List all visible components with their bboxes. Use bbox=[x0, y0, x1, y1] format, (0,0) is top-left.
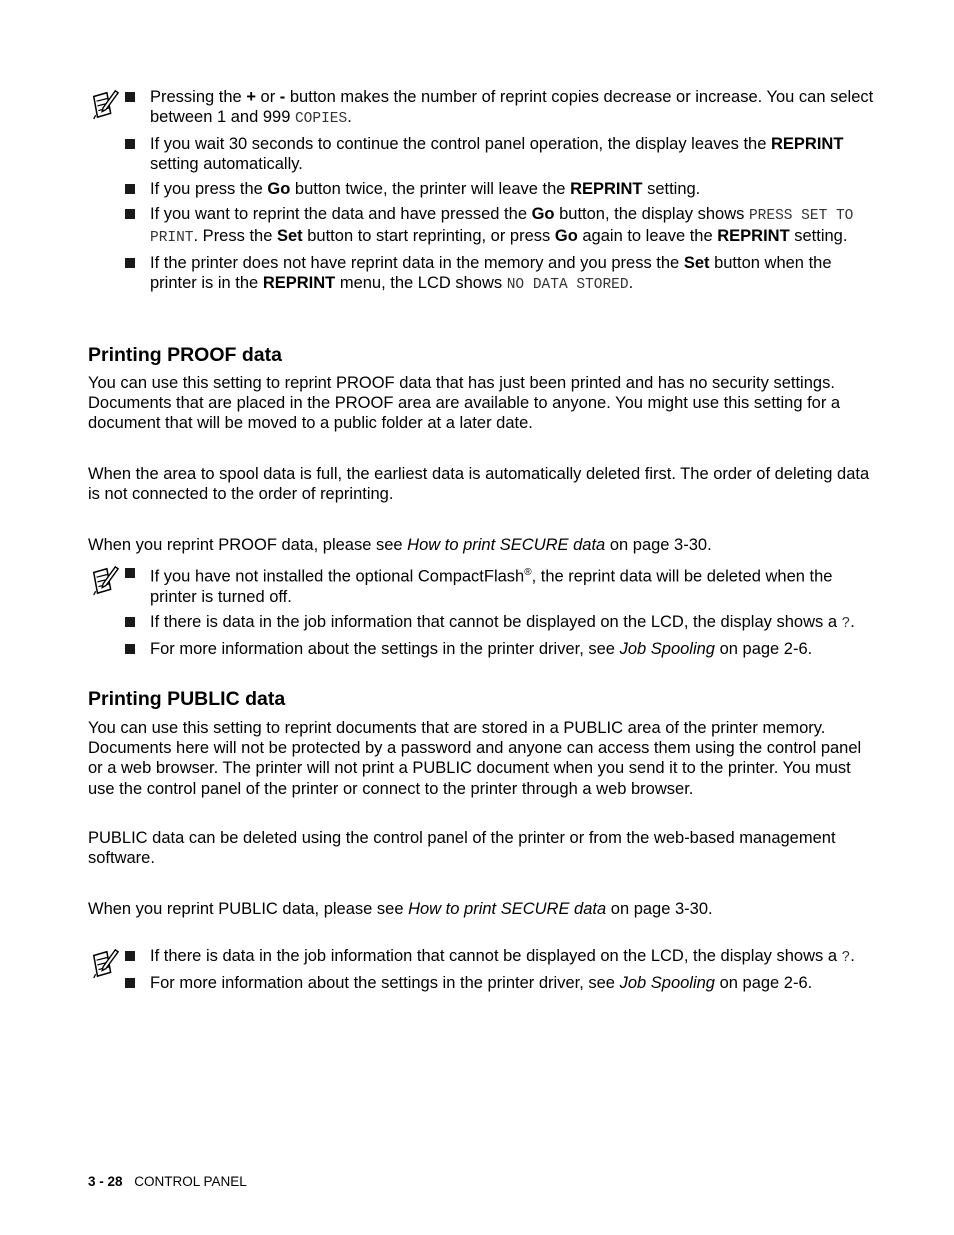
note-box-3 bbox=[90, 946, 880, 998]
note-box-1 bbox=[90, 87, 880, 300]
list-item: If you wait 30 seconds to continue the control panel operation, the display leaves the REPRINT setting automatically. bbox=[90, 134, 880, 174]
list-item: If you press the Go button twice, the printer will leave the REPRINT setting. bbox=[90, 179, 880, 199]
page-number: 3 - 28 bbox=[88, 1174, 123, 1189]
bullet-square-icon bbox=[125, 978, 135, 988]
bullet-square-icon bbox=[125, 617, 135, 627]
note-box-2 bbox=[90, 563, 880, 664]
bullet-square-icon bbox=[125, 258, 135, 268]
public-paragraph-1: You can use this setting to reprint documents that are stored in a PUBLIC area of the printer memory. Documents here will not be protected by a password and anyone can access them using the control panel or a web browser. The printer will not print a PUBLIC document when you send it to the printer. You must use the control panel of the printer or connect to the printer through a web browser. bbox=[88, 719, 862, 798]
page-footer bbox=[88, 1174, 247, 1189]
list-item: Pressing the + or - button makes the number of reprint copies decrease or increase. You can select between 1 and 999 COPIES. bbox=[90, 87, 880, 129]
cross-reference-link[interactable]: How to print SECURE data bbox=[407, 536, 606, 554]
bullet-square-icon bbox=[125, 568, 135, 578]
cross-reference-link[interactable]: Job Spooling bbox=[619, 974, 715, 992]
list-item: If there is data in the job information that cannot be displayed on the LCD, the display shows a ?. bbox=[90, 612, 880, 634]
section-heading-proof: Printing PROOF data bbox=[88, 344, 282, 366]
bullet-square-icon bbox=[125, 644, 135, 654]
list-item: If you have not installed the optional CompactFlash®, the reprint data will be deleted when the printer is turned off. bbox=[90, 563, 880, 607]
list-item: If the printer does not have reprint data in the memory and you press the Set button when the printer is in the REPRINT menu, the LCD shows NO DATA STORED. bbox=[90, 253, 880, 295]
cross-reference-link[interactable]: How to print SECURE data bbox=[408, 900, 607, 918]
proof-paragraph-3: When you reprint PROOF data, please see How to print SECURE data on page 3-30. bbox=[88, 536, 712, 554]
section-heading-public: Printing PUBLIC data bbox=[88, 688, 286, 710]
public-paragraph-2: PUBLIC data can be deleted using the control panel of the printer or from the web-based management software. bbox=[88, 829, 836, 868]
list-item: If you want to reprint the data and have pressed the Go button, the display shows PRESS SET TO PRINT. Press the Set button to start reprinting, or press Go again to leave the REPRINT setting. bbox=[90, 204, 880, 248]
bullet-square-icon bbox=[125, 139, 135, 149]
list-item: If there is data in the job information that cannot be displayed on the LCD, the display shows a ?. bbox=[90, 946, 880, 968]
proof-paragraph-1: You can use this setting to reprint PROOF data that has just been printed and has no security settings. Documents that are placed in the PROOF area are available to anyone. You might use this setting for a document that will be moved to a public folder at a later date. bbox=[88, 374, 841, 433]
bullet-square-icon bbox=[125, 209, 135, 219]
bullet-square-icon bbox=[125, 92, 135, 102]
cross-reference-link[interactable]: Job Spooling bbox=[619, 639, 715, 658]
list-item: For more information about the settings in the printer driver, see Job Spooling on page 2-6. bbox=[90, 639, 880, 659]
bullet-square-icon bbox=[125, 184, 135, 194]
public-paragraph-3: When you reprint PUBLIC data, please see How to print SECURE data on page 3-30. bbox=[88, 900, 713, 918]
bullet-square-icon bbox=[125, 951, 135, 961]
proof-paragraph-2: When the area to spool data is full, the earliest data is automatically deleted first. The order of deleting data is not connected to the order of reprinting. bbox=[88, 465, 870, 504]
section-title: CONTROL PANEL bbox=[134, 1174, 247, 1189]
list-item: For more information about the settings in the printer driver, see Job Spooling on page 2-6. bbox=[90, 973, 880, 993]
